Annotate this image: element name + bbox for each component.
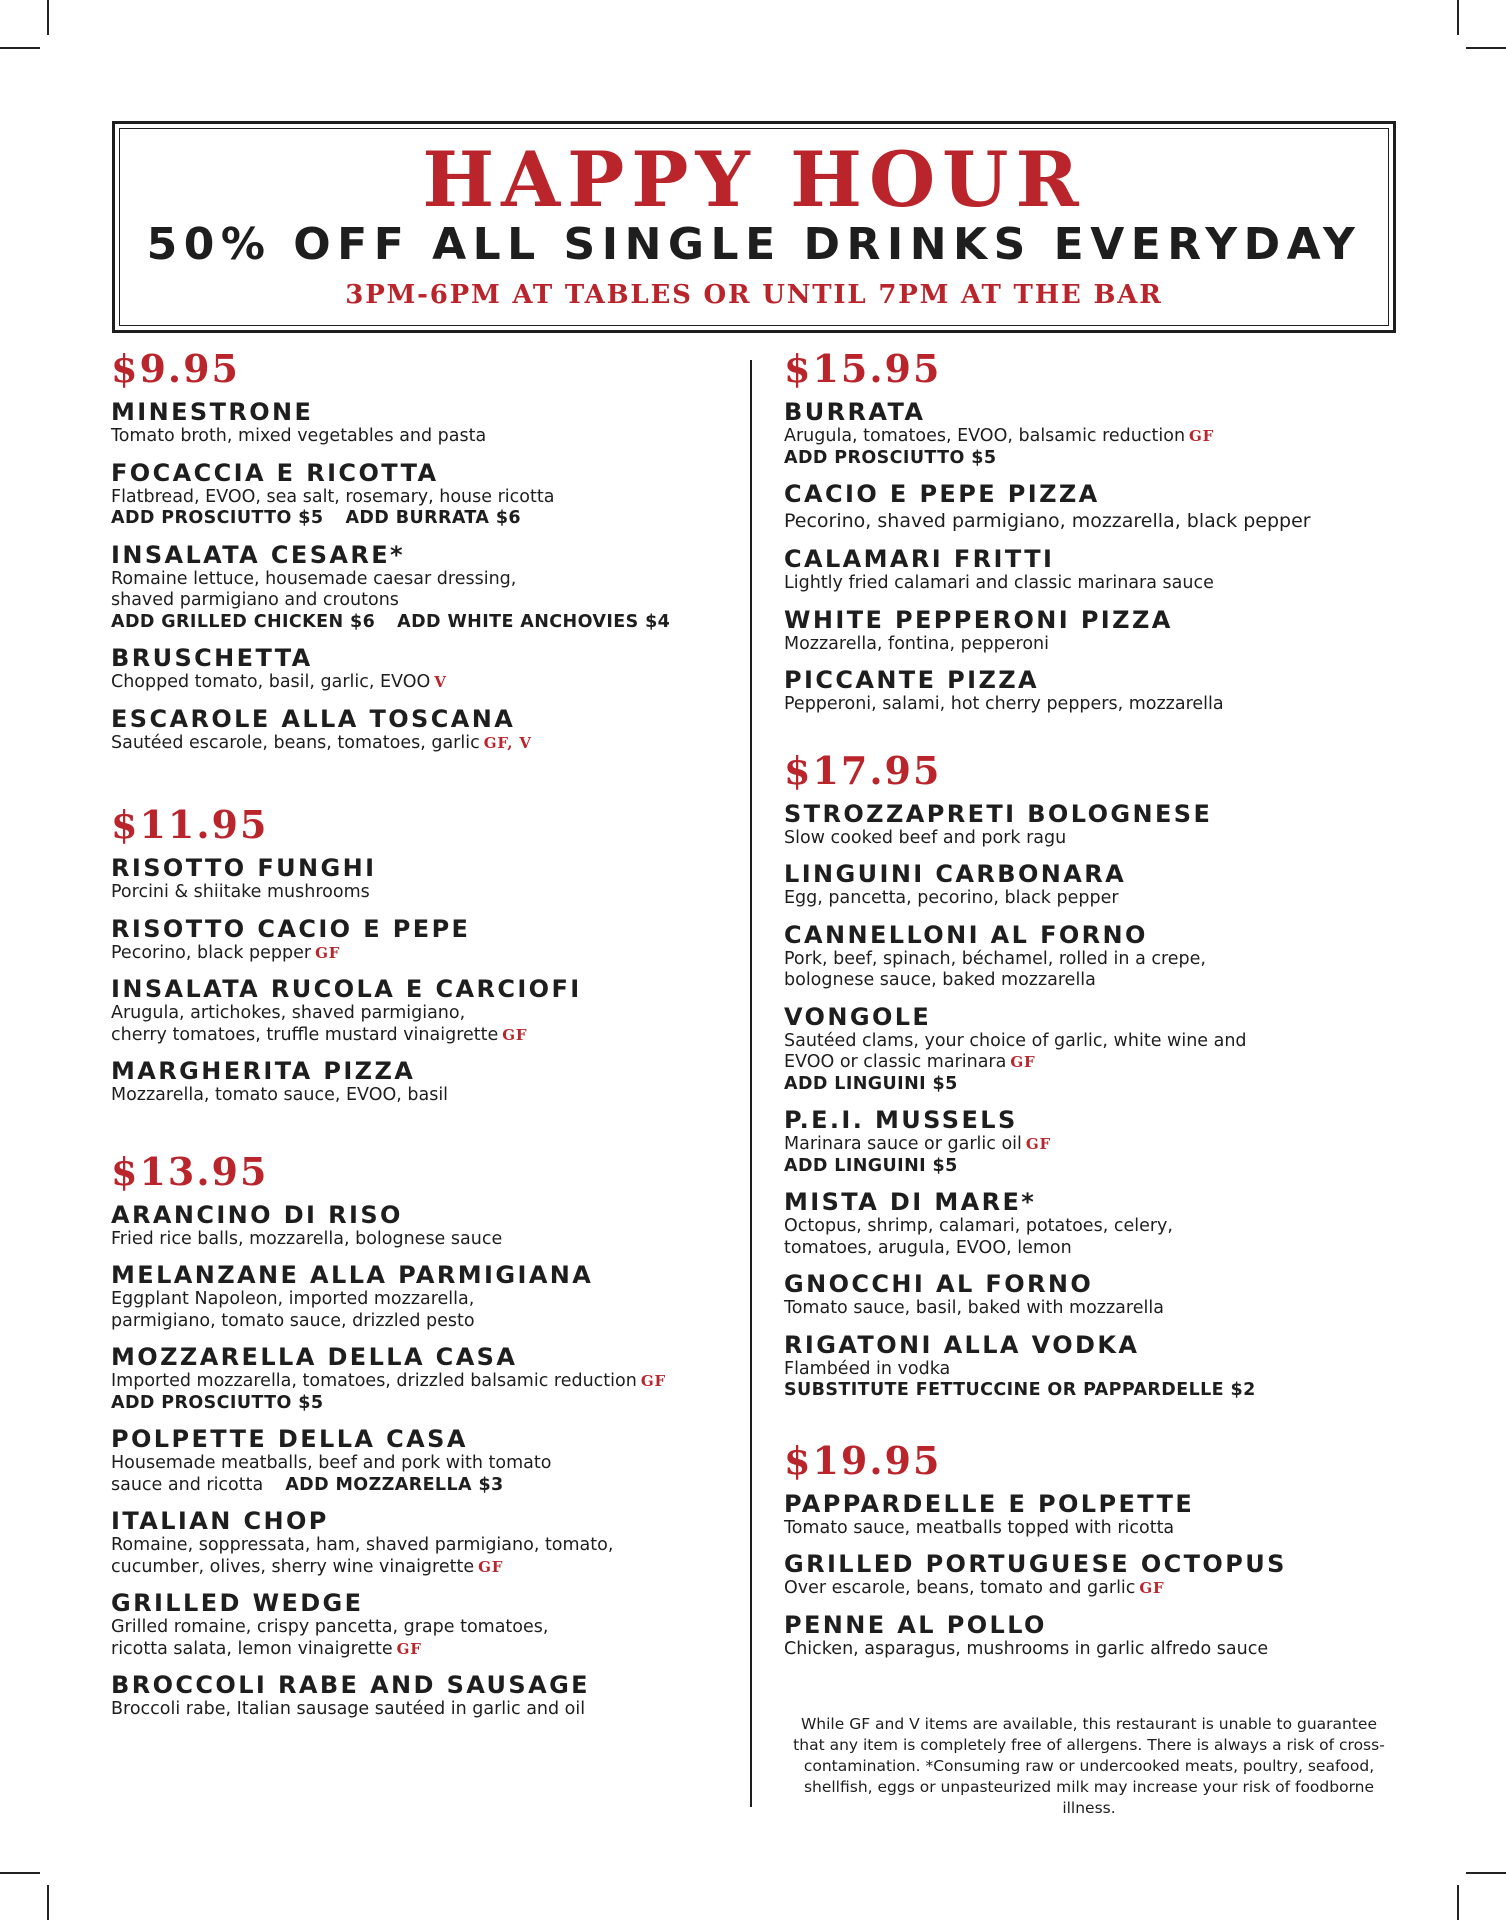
menu-item xyxy=(784,861,1424,910)
header-subtitle: 50% OFF ALL SINGLE DRINKS EVERYDAY xyxy=(146,219,1362,270)
item-addon: ADD MOZZARELLA $3 xyxy=(285,1474,504,1495)
item-description xyxy=(111,1617,751,1660)
item-name: BROCCOLI RABE AND SAUSAGE xyxy=(111,1671,590,1699)
menu-item xyxy=(111,976,751,1046)
price-section-1995 xyxy=(784,1437,1424,1661)
item-description xyxy=(784,426,1424,448)
menu-item xyxy=(111,916,751,965)
item-addon: SUBSTITUTE FETTUCCINE OR PAPPARDELLE $2 xyxy=(784,1380,1256,1400)
menu-item xyxy=(784,546,1424,595)
item-name: MOZZARELLA DELLA CASA xyxy=(111,1343,518,1371)
item-description: Romaine lettuce, housemade caesar dressing, shaved parmigiano and croutons xyxy=(111,568,517,610)
item-addon: ADD LINGUINI $5 xyxy=(784,1073,958,1094)
item-name: MELANZANE ALLA PARMIGIANA xyxy=(111,1261,594,1289)
menu-item xyxy=(111,1058,751,1107)
dietary-tag: V xyxy=(434,673,447,691)
crop-mark xyxy=(1457,0,1459,35)
desc-text: Imported mozzarella, tomatoes, drizzled balsamic reduction xyxy=(111,1371,637,1391)
menu-item xyxy=(111,460,751,530)
menu-item xyxy=(784,1332,1424,1402)
item-name: PENNE AL POLLO xyxy=(784,1610,1047,1639)
item-description xyxy=(111,1371,751,1393)
item-description xyxy=(111,733,751,755)
item-name: ITALIAN CHOP xyxy=(111,1507,329,1535)
desc-text: Chopped tomato, basil, garlic, EVOO xyxy=(111,672,431,692)
menu-item xyxy=(111,1672,751,1721)
item-description: Chicken, asparagus, mushrooms in garlic alfredo sauce xyxy=(784,1638,1269,1659)
menu-item xyxy=(111,1590,751,1660)
item-addon: ADD PROSCIUTTO $5 xyxy=(111,1392,324,1413)
desc-text: Sautéed clams, your choice of garlic, white wine and EVOO or classic marinara xyxy=(784,1030,1247,1072)
item-name: MARGHERITA PIZZA xyxy=(111,1057,416,1085)
item-name: RIGATONI ALLA VODKA xyxy=(784,1330,1140,1359)
item-description xyxy=(784,1134,1424,1156)
price-heading: $9.95 xyxy=(111,346,240,391)
item-description xyxy=(784,1578,1424,1600)
price-heading: $15.95 xyxy=(784,346,942,391)
item-description: Fried rice balls, mozzarella, bolognese sauce xyxy=(111,1228,503,1249)
menu-item xyxy=(111,645,751,694)
menu-item xyxy=(111,855,751,904)
menu-item xyxy=(784,667,1424,716)
item-description: Broccoli rabe, Italian sausage sautéed in garlic and oil xyxy=(111,1699,586,1719)
menu-item xyxy=(784,1271,1424,1320)
menu-item xyxy=(111,1202,751,1251)
item-description xyxy=(111,943,751,965)
right-column xyxy=(784,346,1424,1704)
item-description: Housemade meatballs, beef and pork with tomato xyxy=(111,1453,552,1473)
price-section-1595 xyxy=(784,346,1424,716)
desc-text: Romaine, soppressata, ham, shaved parmigiano, tomato, cucumber, olives, sherry wine vinaigrette xyxy=(111,1535,614,1577)
left-column xyxy=(111,346,751,1765)
crop-mark xyxy=(0,47,40,49)
desc-text: Pecorino, black pepper xyxy=(111,942,312,963)
item-description: Lightly fried calamari and classic marinara sauce xyxy=(784,573,1214,593)
item-addon xyxy=(111,612,751,634)
menu-item xyxy=(784,1612,1424,1661)
item-name: RISOTTO CACIO E PEPE xyxy=(111,914,471,943)
dietary-tag: GF xyxy=(1010,1053,1036,1071)
item-name: LINGUINI CARBONARA xyxy=(784,860,1127,888)
item-name: BURRATA xyxy=(784,398,926,426)
item-description: Tomato sauce, meatballs topped with ricotta xyxy=(784,1517,1175,1538)
desc-text: Arugula, tomatoes, EVOO, balsamic reduction xyxy=(784,426,1186,446)
menu-item xyxy=(111,1426,751,1496)
item-description: Tomato sauce, basil, baked with mozzarella xyxy=(784,1298,1164,1318)
item-name: GRILLED WEDGE xyxy=(111,1589,364,1617)
crop-mark xyxy=(1466,1872,1506,1874)
dietary-tag: GF xyxy=(502,1025,528,1044)
dietary-tag: GF xyxy=(1189,427,1215,445)
item-addon: ADD PROSCIUTTO $5 xyxy=(784,447,997,468)
item-description: Pork, beef, spinach, béchamel, rolled in a crepe, bolognese sauce, baked mozzarella xyxy=(784,948,1206,990)
item-name: ARANCINO DI RISO xyxy=(111,1200,403,1229)
desc-text: Sautéed escarole, beans, tomatoes, garlic xyxy=(111,732,480,753)
item-name: PICCANTE PIZZA xyxy=(784,666,1040,694)
menu-item xyxy=(784,801,1424,850)
item-addon: ADD LINGUINI $5 xyxy=(784,1155,958,1176)
item-name: GRILLED PORTUGUESE OCTOPUS xyxy=(784,1550,1287,1578)
addon-text: ADD WHITE ANCHOVIES $4 xyxy=(397,611,671,632)
addon-text: ADD BURRATA $6 xyxy=(345,508,521,528)
item-description xyxy=(111,1003,751,1046)
page-title: HAPPY HOUR xyxy=(422,135,1086,224)
menu-item xyxy=(784,399,1424,469)
dietary-tag: GF xyxy=(478,1557,504,1576)
item-name: BRUSCHETTA xyxy=(111,644,313,672)
item-name: CALAMARI FRITTI xyxy=(784,545,1055,573)
crop-mark xyxy=(47,0,49,35)
item-description: Pepperoni, salami, hot cherry peppers, mozzarella xyxy=(784,694,1224,714)
dietary-tag: GF, V xyxy=(483,733,532,752)
item-addon xyxy=(111,508,751,530)
desc-text: sauce and ricotta xyxy=(111,1474,264,1495)
item-description: Egg, pancetta, pecorino, black pepper xyxy=(784,888,1119,908)
item-name: PAPPARDELLE E POLPETTE xyxy=(784,1489,1195,1518)
menu-item xyxy=(111,1344,751,1414)
item-name: MINESTRONE xyxy=(111,398,314,426)
item-name: CANNELLONI AL FORNO xyxy=(784,920,1148,949)
menu-item xyxy=(784,922,1424,992)
menu-item xyxy=(111,1508,751,1578)
item-name: RISOTTO FUNGHI xyxy=(111,854,377,882)
desc-text: Over escarole, beans, tomato and garlic xyxy=(784,1578,1136,1598)
menu-item xyxy=(111,706,751,755)
addon-text: ADD GRILLED CHICKEN $6 xyxy=(111,611,376,632)
item-name: GNOCCHI AL FORNO xyxy=(784,1270,1094,1298)
item-name: INSALATA CESARE* xyxy=(111,540,406,569)
item-description: Slow cooked beef and pork ragu xyxy=(784,827,1067,848)
item-name: P.E.I. MUSSELS xyxy=(784,1106,1018,1134)
crop-mark xyxy=(47,1885,49,1920)
menu-item xyxy=(784,1491,1424,1540)
menu-item xyxy=(784,607,1424,656)
dietary-tag: GF xyxy=(315,943,341,962)
dietary-tag: GF xyxy=(1139,1579,1165,1597)
item-name: CACIO E PEPE PIZZA xyxy=(784,480,1100,508)
price-section-995 xyxy=(111,346,751,754)
header-hours: 3PM-6PM AT TABLES OR UNTIL 7PM AT THE BAR xyxy=(345,280,1163,310)
price-section-1395 xyxy=(111,1148,751,1721)
item-description xyxy=(111,1535,751,1578)
price-section-1195 xyxy=(111,802,751,1107)
price-heading: $11.95 xyxy=(111,802,269,847)
price-section-1795 xyxy=(784,747,1424,1402)
menu-item xyxy=(784,1004,1424,1096)
menu-item xyxy=(111,1262,751,1332)
item-description: Octopus, shrimp, calamari, potatoes, celery, tomatoes, arugula, EVOO, lemon xyxy=(784,1216,1173,1258)
menu-item xyxy=(111,542,751,634)
item-description: Porcini & shiitake mushrooms xyxy=(111,882,370,902)
addon-text: ADD PROSCIUTTO $5 xyxy=(111,508,324,528)
item-name: MISTA DI MARE* xyxy=(784,1188,1037,1216)
menu-item xyxy=(784,1551,1424,1600)
menu-item xyxy=(784,481,1424,534)
crop-mark xyxy=(1466,47,1506,49)
item-description: Mozzarella, tomato sauce, EVOO, basil xyxy=(111,1085,449,1105)
item-description: Tomato broth, mixed vegetables and pasta xyxy=(111,426,487,446)
dietary-tag: GF xyxy=(1025,1135,1051,1153)
dietary-tag: GF xyxy=(396,1639,422,1658)
item-name: POLPETTE DELLA CASA xyxy=(111,1425,468,1453)
item-description: Mozzarella, fontina, pepperoni xyxy=(784,633,1050,654)
desc-text: Marinara sauce or garlic oil xyxy=(784,1134,1022,1154)
desc-text: Grilled romaine, crispy pancetta, grape tomatoes, ricotta salata, lemon vinaigrette xyxy=(111,1617,549,1659)
item-description: Flatbread, EVOO, sea salt, rosemary, house ricotta xyxy=(111,486,555,507)
item-name: FOCACCIA E RICOTTA xyxy=(111,458,439,487)
item-description xyxy=(111,672,751,694)
price-heading: $19.95 xyxy=(784,1437,942,1483)
item-name: STROZZAPRETI BOLOGNESE xyxy=(784,799,1213,828)
item-description: Pecorino, shaved parmigiano, mozzarella, black pepper xyxy=(784,510,1311,532)
item-name: WHITE PEPPERONI PIZZA xyxy=(784,605,1173,634)
price-heading: $13.95 xyxy=(111,1148,269,1194)
item-description: Flambéed in vodka xyxy=(784,1358,951,1379)
crop-mark xyxy=(1457,1885,1459,1920)
item-name: ESCAROLE ALLA TOSCANA xyxy=(111,704,516,733)
menu-item xyxy=(784,1189,1424,1259)
header-box xyxy=(112,121,1396,333)
item-name: INSALATA RUCOLA E CARCIOFI xyxy=(111,975,582,1003)
item-description: Eggplant Napoleon, imported mozzarella, parmigiano, tomato sauce, drizzled pesto xyxy=(111,1289,475,1331)
item-description xyxy=(784,1031,1424,1074)
crop-mark xyxy=(0,1872,40,1874)
item-name: VONGOLE xyxy=(784,1002,932,1031)
menu-item xyxy=(111,399,751,448)
item-description xyxy=(111,1475,751,1497)
desc-text: Arugula, artichokes, shaved parmigiano, cherry tomatoes, truffle mustard vinaigrette xyxy=(111,1003,499,1045)
price-heading: $17.95 xyxy=(784,747,942,793)
allergen-disclaimer: While GF and V items are available, this restaurant is unable to guarantee that any item is completely free of allergens. There is always a risk of cross-contamination. *Consuming raw or undercooked meats, poultry, seafood, shellfish, eggs or unpasteurized milk may increase your risk of foodborne illness. xyxy=(793,1715,1385,1817)
dietary-tag: GF xyxy=(640,1372,666,1390)
menu-item xyxy=(784,1107,1424,1177)
